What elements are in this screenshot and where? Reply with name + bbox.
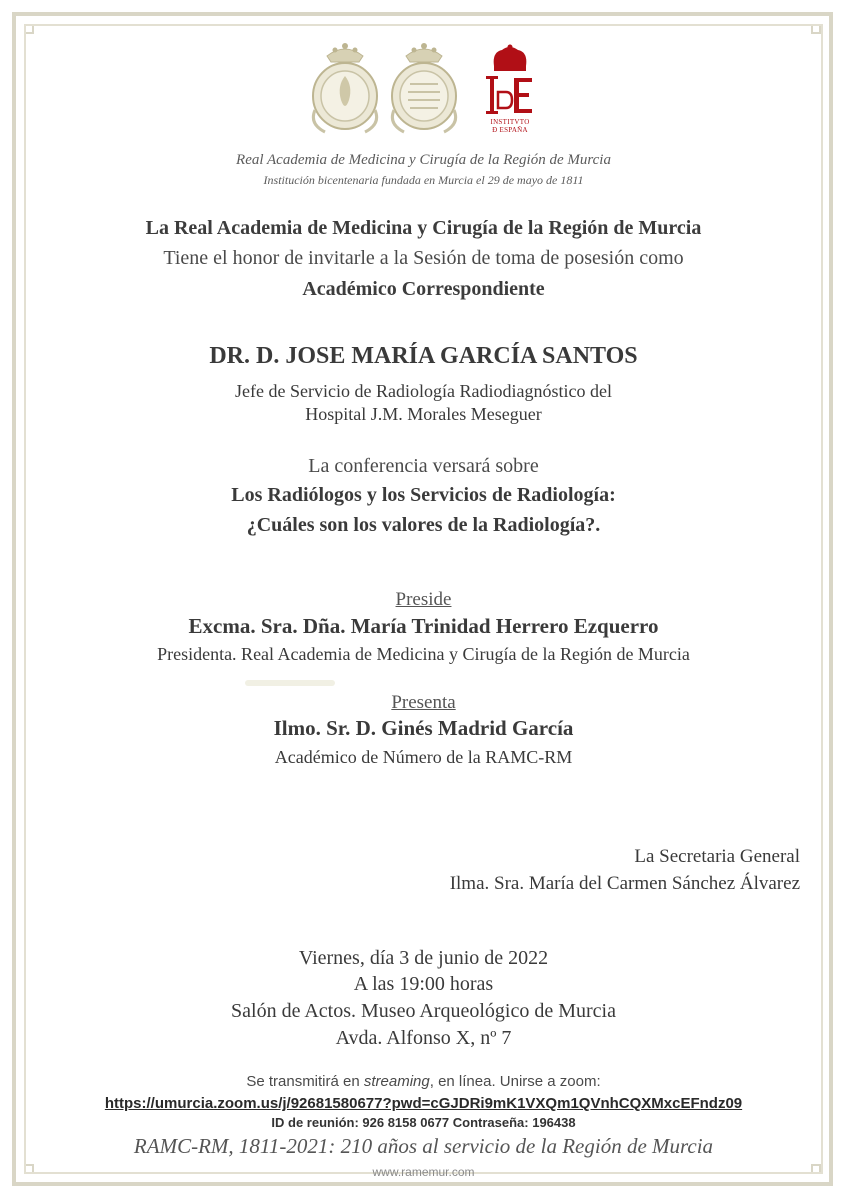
lecture-title-line2: ¿Cuáles son los valores de la Radiología?. xyxy=(246,514,601,536)
presenta-label: Presenta xyxy=(391,692,456,713)
honoree-position: Jefe de Servicio de Radiología Radiodiagnóstico del xyxy=(235,381,612,401)
secretary-label: La Secretaria General xyxy=(634,846,800,867)
streaming-notice xyxy=(0,1073,847,1090)
event-address: Avda. Alfonso X, nº 7 xyxy=(335,1027,512,1049)
footer-motto: RAMC-RM, 1811-2021: 210 años al servicio de la Región de Murcia xyxy=(133,1134,714,1158)
streaming-prefix: Se transmitirá en xyxy=(246,1073,364,1090)
event-time: A las 19:00 horas xyxy=(353,973,494,995)
preside-name: Excma. Sra. Dña. María Trinidad Herrero Ezquerro xyxy=(188,614,659,638)
presenta-role: Académico de Número de la RAMC-RM xyxy=(274,747,573,767)
appointment-role: Académico Correspondiente xyxy=(302,278,545,300)
instituto-de-espana-logo xyxy=(480,44,540,138)
academy-name: Real Academia de Medicina y Cirugía de la Región de Murcia xyxy=(236,152,611,168)
streaming-word: streaming xyxy=(363,1073,430,1090)
honoree-hospital: Hospital J.M. Morales Meseguer xyxy=(305,404,542,424)
academy-subtitle: Institución bicentenaria fundada en Murcia el 29 de mayo de 1811 xyxy=(263,173,584,187)
honoree-name: DR. D. JOSE MARÍA GARCÍA SANTOS xyxy=(209,343,638,369)
preside-role: Presidenta. Real Academia de Medicina y Cirugía de la Región de Murcia xyxy=(157,644,690,664)
faint-smudge xyxy=(245,680,335,686)
ide-logo-text-line1: INSTITVTO xyxy=(490,118,530,126)
zoom-link[interactable]: https://umurcia.zoom.us/j/92681580677?pwd=cGJDRi9mK1VXQm1QVnhCQXMxcEFndz09 xyxy=(104,1095,743,1112)
lecture-title-line1: Los Radiólogos y los Servicios de Radiología: xyxy=(231,484,616,506)
invitation-text: Tiene el honor de invitarle a la Sesión de toma de posesión como xyxy=(163,247,684,269)
event-venue: Salón de Actos. Museo Arqueológico de Murcia xyxy=(231,1000,616,1022)
presenta-name: Ilmo. Sr. D. Ginés Madrid García xyxy=(273,716,574,740)
streaming-suffix: , en línea. Unirse a zoom: xyxy=(429,1073,601,1090)
footer-website[interactable]: www.ramemur.com xyxy=(372,1165,475,1179)
academy-seal-logo-right xyxy=(384,40,464,138)
ide-logo-text-line2: Ð ESPAÑA xyxy=(492,126,528,134)
lecture-intro: La conferencia versará sobre xyxy=(308,455,539,477)
inviter-heading: La Real Academia de Medicina y Cirugía de la Región de Murcia xyxy=(145,217,702,239)
secretary-name: Ilma. Sra. María del Carmen Sánchez Álvarez xyxy=(449,873,800,894)
preside-label: Preside xyxy=(395,589,452,610)
header-logos xyxy=(0,40,847,140)
zoom-meeting-credentials: ID de reunión: 926 8158 0677 Contraseña: 196438 xyxy=(271,1115,576,1130)
event-date: Viernes, día 3 de junio de 2022 xyxy=(298,947,549,969)
academy-seal-logo-left xyxy=(305,40,385,138)
